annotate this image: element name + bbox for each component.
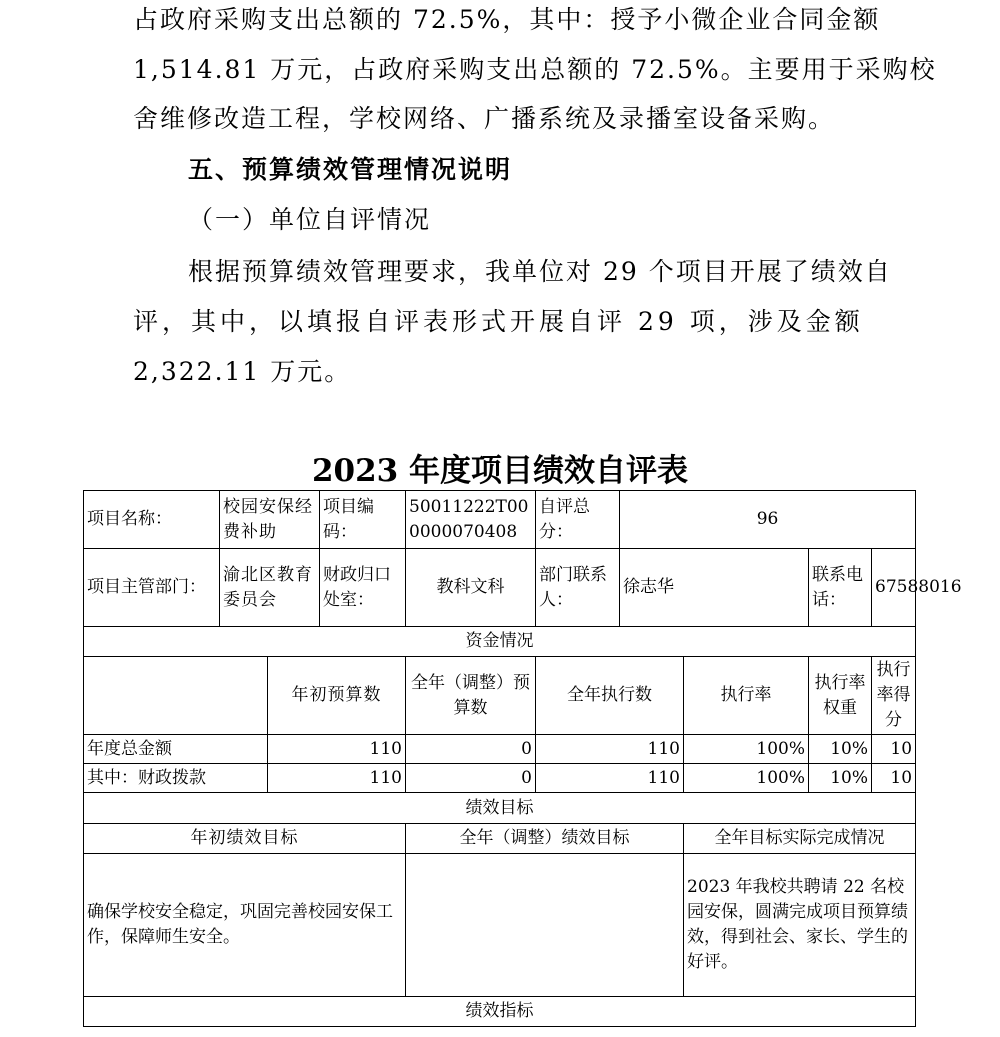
contact-value: 徐志华 [620, 549, 809, 627]
col-rate-weight: 执行率权重 [809, 657, 872, 735]
paragraph-line: 舍维修改造工程，学校网络、广播系统及录播室设备采购。 [133, 104, 836, 133]
subsection-heading: （一）单位自评情况 [188, 205, 432, 234]
cell-execution: 110 [536, 735, 684, 764]
funds-section-header: 资金情况 [84, 627, 916, 657]
initial-goals-text: 确保学校安全稳定，巩固完善校园安保工作，保障师生安全。 [84, 854, 406, 997]
cell-score: 10 [872, 735, 916, 764]
dept-label: 项目主管部门： [84, 549, 220, 627]
row-label: 年度总金额 [84, 735, 268, 764]
col-execution: 全年执行数 [536, 657, 684, 735]
self-score-label: 自评总分： [536, 491, 620, 549]
cell-rate: 100% [684, 764, 809, 793]
indicators-section-header: 绩效指标 [84, 997, 916, 1027]
cell-weight: 10% [809, 764, 872, 793]
col-initial-goals: 年初绩效目标 [84, 824, 406, 854]
project-code-label: 项目编码： [320, 491, 406, 549]
col-initial-budget: 年初预算数 [268, 657, 406, 735]
paragraph-line: 占政府采购支出总额的 72.5%，其中：授予小微企业合同金额 [133, 5, 881, 34]
dept-value: 渝北区教育委员会 [220, 549, 320, 627]
performance-self-evaluation-table [83, 490, 962, 1027]
phone-value: 67588016 [872, 549, 916, 627]
finance-office-label: 财政归口处室： [320, 549, 406, 627]
paragraph-line: 1,514.81 万元，占政府采购支出总额的 72.5%。主要用于采购校 [133, 55, 937, 84]
finance-office-value: 教科文科 [406, 549, 536, 627]
goals-section-header: 绩效目标 [84, 793, 916, 824]
col-actual-completion: 全年目标实际完成情况 [684, 824, 916, 854]
paragraph-line: 评，其中，以填报自评表形式开展自评 29 项，涉及金额 [133, 307, 864, 336]
cell-initial: 110 [268, 735, 406, 764]
contact-label: 部门联系人： [536, 549, 620, 627]
col-execution-rate: 执行率 [684, 657, 809, 735]
project-name-label: 项目名称： [84, 491, 220, 549]
table-row [84, 735, 916, 764]
cell-execution: 110 [536, 764, 684, 793]
phone-label: 联系电话： [809, 549, 872, 627]
adjusted-goals-text [406, 854, 684, 997]
table-title: 2023 年度项目绩效自评表 [311, 453, 689, 489]
cell-weight: 10% [809, 735, 872, 764]
cell-initial: 110 [268, 764, 406, 793]
actual-completion-text: 2023 年我校共聘请 22 名校园安保，圆满完成项目预算绩效，得到社会、家长、学生的好评。 [684, 854, 916, 997]
cell-rate: 100% [684, 735, 809, 764]
section-heading: 五、预算绩效管理情况说明 [188, 155, 513, 184]
table-row [84, 764, 916, 793]
cell-score: 10 [872, 764, 916, 793]
col-adjusted-budget: 全年（调整）预算数 [406, 657, 536, 735]
paragraph-line: 2,322.11 万元。 [133, 357, 352, 386]
self-score-value: 96 [620, 491, 916, 549]
cell-adjusted: 0 [406, 735, 536, 764]
project-name-value: 校园安保经费补助 [220, 491, 320, 549]
col-rate-score: 执行率得分 [872, 657, 916, 735]
paragraph-line: 根据预算绩效管理要求，我单位对 29 个项目开展了绩效自 [188, 257, 892, 286]
col-adjusted-goals: 全年（调整）绩效目标 [406, 824, 684, 854]
cell-adjusted: 0 [406, 764, 536, 793]
funds-header-blank [84, 657, 268, 735]
row-label: 其中：财政拨款 [84, 764, 268, 793]
project-code-value: 50011222T000000070408 [406, 491, 536, 549]
